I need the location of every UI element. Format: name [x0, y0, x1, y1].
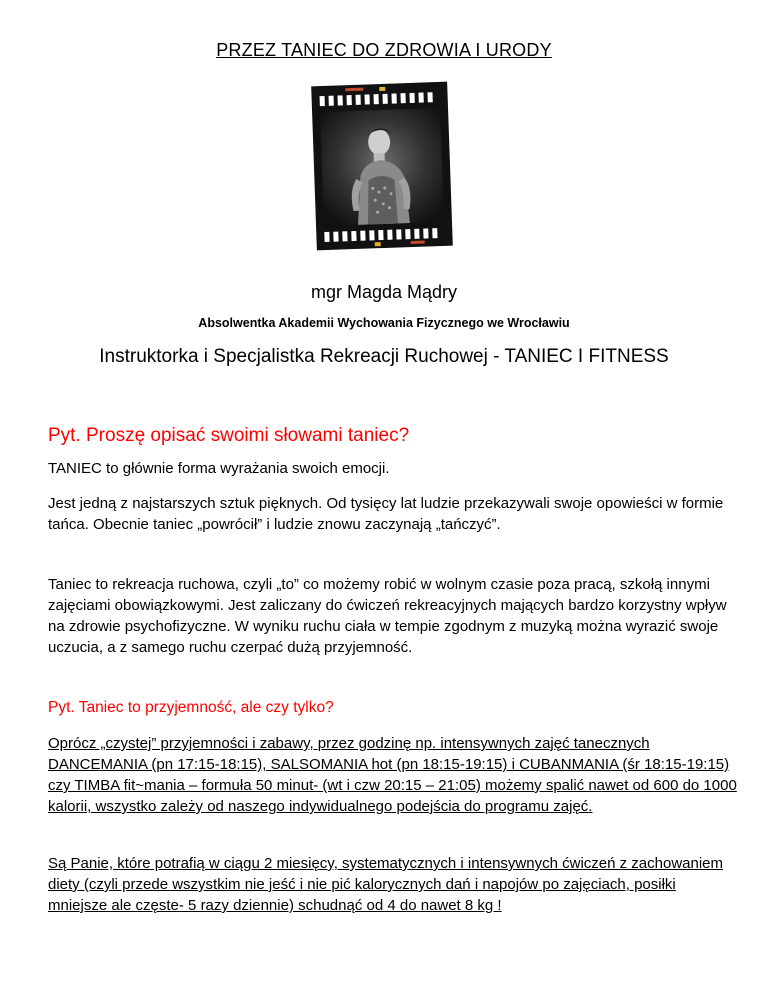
film-frame-portrait-icon [308, 80, 456, 252]
author-name: mgr Magda Mądry [310, 282, 458, 302]
paragraph-5: Są Panie, które potrafią w ciągu 2 miesięcy, systematycznych i intensywnych ćwiczeń z zachowaniem diety (czyli przede wszystkim nie jeść i nie pić kalorycznych dań i napojów po zajęciach, posiłki mniejsze ale częste- 5 razy dziennie) schudnąć od 4 do nawet 8 kg ! [48, 855, 724, 914]
film-frame-portrait-icon [308, 80, 456, 252]
paragraph-3: Taniec to rekreacja ruchowa, czyli „to” co możemy robić w wolnym czasie poza pracą, szkołą innymi zajęciami obowiązkowymi. Jest zaliczany do ćwiczeń rekreacyjnych mających bardzo korzystny wpływ na zdrowie psychofizyczne. W wyniku ruchu ciała w tempie zgodnym z muzyką można wyrazić swoje uczucia, a z samego ruchu czerpać dużą przyjemność. [48, 576, 727, 656]
author-school: Absolwentka Akademii Wychowania Fizycznego we Wrocławiu [198, 316, 570, 330]
paragraph-4: Oprócz „czystej” przyjemności i zabawy, przez godzinę np. intensywnych zajęć tanecznych DANCEMANIA (pn 17:15-18:15), SALSOMANIA hot (pn 18:15-19:15) i CUBANMANIA (śr 18:15-19:15) czy TIMBA fit~mania – formuła 50 minut- (wt i czw 20:15 – 21:05) możemy spalić nawet od 600 do 1000 kalorii, wszystko zależy od naszego indywidualnego podejścia do programu zajęć. [48, 735, 737, 815]
paragraph-1: TANIEC to głównie forma wyrażania swoich emocji. [48, 460, 390, 477]
question-1: Pyt. Proszę opisać swoimi słowami taniec? [48, 425, 410, 446]
paragraph-2: Jest jedną z najstarszych sztuk pięknych. Od tysięcy lat ludzie przekazywali swoje opowieści w formie tańca. Obecnie taniec „powrócił” i ludzie znowu zaczynają „tańczyć”. [48, 495, 724, 533]
question-2: Pyt. Taniec to przyjemność, ale czy tylko? [48, 699, 334, 716]
author-role: Instruktorka i Specjalistka Rekreacji Ruchowej - TANIEC I FITNESS [99, 346, 669, 367]
document-title: PRZEZ TANIEC DO ZDROWIA I URODY [216, 40, 552, 60]
